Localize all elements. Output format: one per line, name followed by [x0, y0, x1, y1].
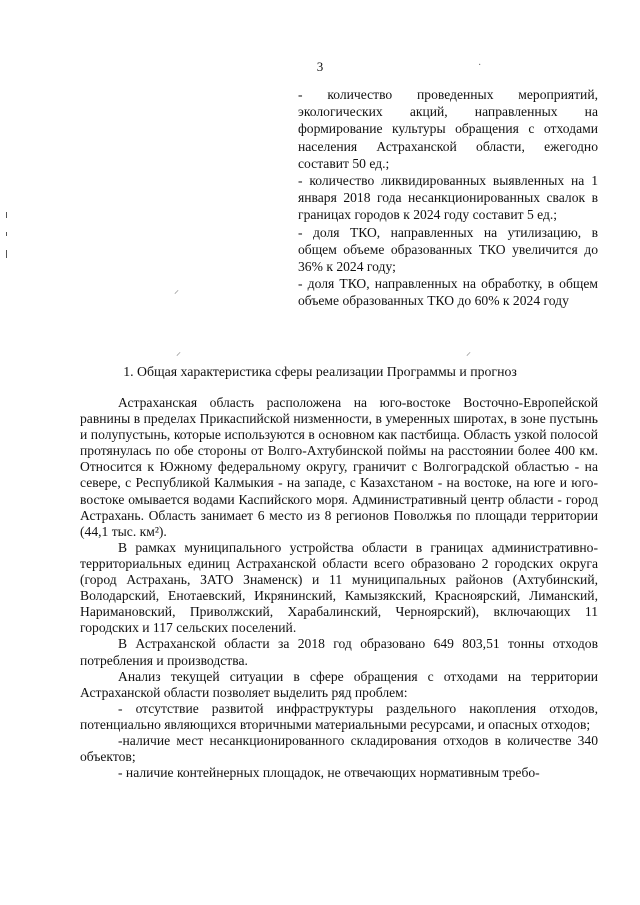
paragraph: В рамках муниципального устройства области в границах административно-территориальных единиц Астраханской области всего образовано 2 городских округа (город Астрахань, ЗАТО Знаменск) и 11 муниципальных районов (Ахтубинский, Володарский, Енотаевский, Икрянинский, Камызякский, Красноярский, Лиманский, Наримановский, Приволжский, Харабалинский, Черноярский), включающих 11 городских и 117 сельских поселений.: [80, 539, 598, 636]
paragraph: Астраханская область расположена на юго-востоке Восточно-Европейской равнины в пределах Прикаспийской низменности, в умеренных широтах, в зоне пустынь и полупустынь, которые используются в основном как пастбища. Область узкой полосой протянулась по обе стороны от Волго-Ахтубинской поймы на расстоянии более 400 км. Относится к Южному федеральному округу, граничит с Волгоградской областью - на севере, с Республикой Калмыкия - на западе, с Казахстаном - на востоке, на юге и юго-востоке омывается водами Каспийского моря. Административный центр области - город Астрахань. Область занимает 6 место из 8 регионов Поволжья по площади территории (44,1 тыс. км²).: [80, 395, 598, 539]
page-number: 3: [316, 59, 324, 74]
problem-item: - наличие контейнерных площадок, не отвечающих нормативным требо-: [118, 765, 540, 781]
body-text: [80, 395, 598, 781]
scan-mark: [6, 250, 7, 258]
scan-mark: ⸝: [176, 347, 181, 358]
indicator-item: - доля ТКО, направленных на утилизацию, в общем объеме образованных ТКО увеличится до 36% к 2024 году;: [298, 224, 598, 275]
scan-mark: ⸝: [466, 347, 471, 358]
indicator-list: [298, 86, 598, 310]
problem-item: -наличие мест несанкционированного складирования отходов в количестве 340 объектов;: [80, 732, 598, 765]
scan-mark: ⸝: [174, 285, 179, 296]
indicator-item: - количество ликвидированных выявленных на 1 января 2018 года несанкционированных свалок в границах городов к 2024 году составит 5 ед.;: [298, 173, 598, 223]
scan-mark: ·: [478, 60, 482, 71]
indicator-item: - доля ТКО, направленных на обработку, в общем объеме образованных ТКО до 60% к 2024 году: [298, 276, 598, 309]
scan-mark: [6, 232, 7, 236]
indicator-item: - количество проведенных мероприятий, экологических акций, направленных на формирование культуры обращения с отходами населения Астраханской области, ежегодно составит 50 ед.;: [298, 87, 598, 171]
section-heading: 1. Общая характеристика сферы реализации Программы и прогноз: [123, 364, 517, 379]
paragraph: В Астраханской области за 2018 год образовано 649 803,51 тонны отходов потребления и производства.: [80, 636, 598, 668]
problem-item: - отсутствие развитой инфраструктуры раздельного накопления отходов, потенциально являющихся вторичными материальными ресурсами, и опасных отходов;: [80, 700, 598, 732]
paragraph: Анализ текущей ситуации в сфере обращения с отходами на территории Астраханской области позволяет выделить ряд проблем:: [80, 668, 598, 700]
scan-mark: [6, 212, 7, 218]
